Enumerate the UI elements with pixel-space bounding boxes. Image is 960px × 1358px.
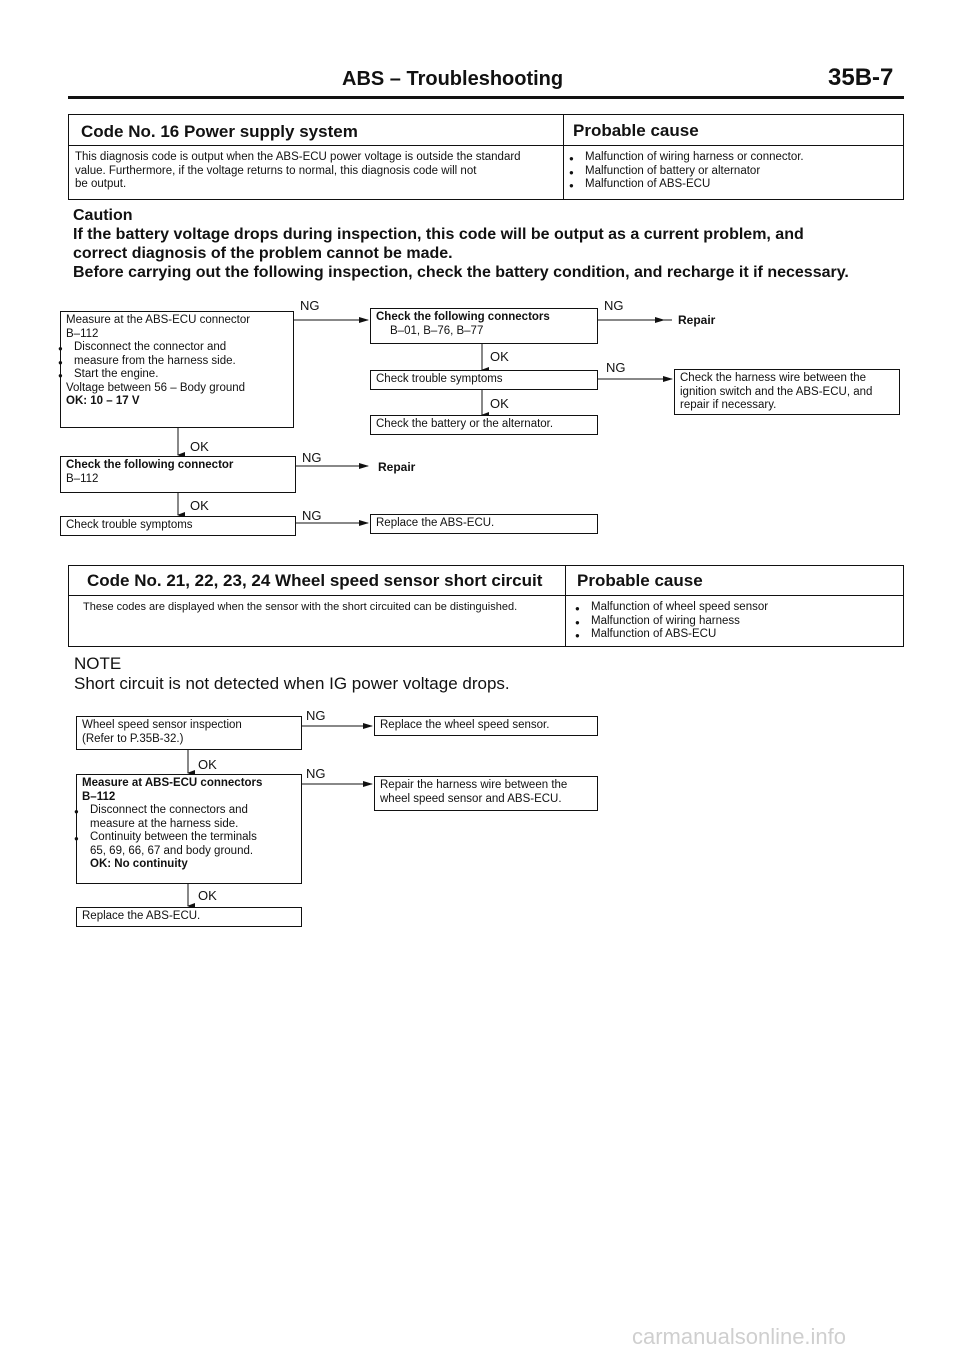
ok-label: OK [198,757,217,772]
note-block: NOTE Short circuit is not detected when IG power voltage drops. [74,654,510,693]
ok-label: OK [190,498,209,513]
ng-label: NG [606,360,626,375]
ng-label: NG [306,766,326,781]
cause-item: ● Malfunction of wiring harness [569,615,899,629]
ng-label: NG [300,298,320,313]
repair-label: Repair [678,313,716,327]
code21-causes [569,601,899,642]
replace-wheel-sensor-box: Replace the wheel speed sensor. [374,716,598,736]
check-connector-b112-box: Check the following connector B–112 [60,456,296,493]
code21-cause-title: Probable cause [577,571,703,590]
cause-item: ● Malfunction of wheel speed sensor [569,601,899,615]
code16-cause-title: Probable cause [573,121,699,140]
ok-label: OK [490,396,509,411]
code16-description: This diagnosis code is output when the ABS-ECU power voltage is outside the standard value. Furthermore, if the voltage returns to normal, this diagnosis code will not be output. [75,151,521,190]
ng-label: NG [306,708,326,723]
check-connectors-box: Check the following connectors B–01, B–76, B–77 [370,308,598,344]
cause-item: ● Malfunction of ABS-ECU [563,178,893,192]
check-trouble-symptoms-box: Check trouble symptoms [370,370,598,390]
ok-label: OK [190,439,209,454]
ng-label: NG [302,450,322,465]
check-harness-box: Check the harness wire between the ignition switch and the ABS-ECU, and repair if necessary. [674,369,900,415]
check-trouble-symptoms-box-2: Check trouble symptoms [60,516,296,536]
repair-label: Repair [378,460,416,474]
replace-abs-ecu-box-2: Replace the ABS-ECU. [76,907,302,927]
ng-label: NG [302,508,322,523]
wheel-speed-inspection-box: Wheel speed sensor inspection (Refer to P.35B-32.) [76,716,302,750]
code21-title: Code No. 21, 22, 23, 24 Wheel speed sensor short circuit [87,571,543,590]
measure-abs-ecu-box: Measure at the ABS-ECU connector B–112 ● Disconnect the connector and ● measure from the harness side. ● Start the engine. Voltage between 56 – Body ground OK: 10 – 17 V [60,311,294,428]
ok-label: OK [198,888,217,903]
cause-item: ● Malfunction of battery or alternator [563,165,893,179]
cause-item: ● Malfunction of ABS-ECU [569,628,899,642]
footer-watermark: carmanualsonline.info [632,1324,847,1349]
repair-harness-box: Repair the harness wire between the wheel speed sensor and ABS-ECU. [374,776,598,811]
replace-abs-ecu-box: Replace the ABS-ECU. [370,514,598,534]
cause-item: ● Malfunction of wiring harness or connector. [563,151,893,165]
page-title: ABS – Troubleshooting [342,68,564,90]
measure-abs-ecu-connectors-box: Measure at ABS-ECU connectors B–112 ● Disconnect the connectors and measure at the harness side. ● Continuity between the terminals 65, 69, 66, 67 and body ground. OK: No continuity [76,774,302,884]
code21-table [68,565,904,647]
page-number: 35B-7 [828,64,894,91]
check-battery-box: Check the battery or the alternator. [370,415,598,435]
caution-block: Caution If the battery voltage drops during inspection, this code will be output as a current problem, and correct diagnosis of the problem cannot be made. Before carrying out the following inspection, check the battery condition, and recharge it if necessary. [73,207,849,281]
code21-description: These codes are displayed when the sensor with the short circuited can be distinguished. [83,601,518,613]
ok-label: OK [490,349,509,364]
code16-title: Code No. 16 Power supply system [81,122,358,141]
ng-label: NG [604,298,624,313]
